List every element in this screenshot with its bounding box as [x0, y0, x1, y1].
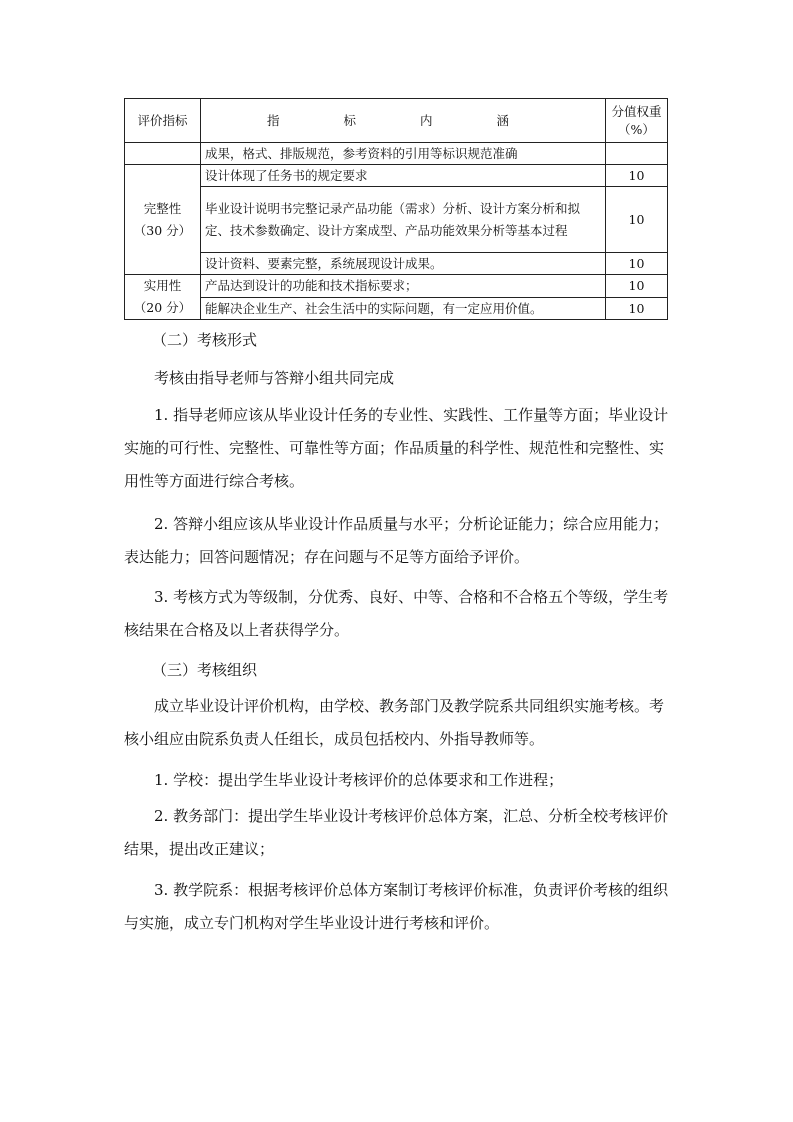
evaluation-table: [124, 98, 668, 320]
row-weight: [606, 143, 668, 165]
category-name: 实用性: [143, 278, 182, 293]
row-weight: 10: [606, 275, 668, 298]
row-weight: 10: [606, 297, 668, 320]
category-name: 完整性: [143, 200, 182, 216]
paragraph-org-intro: 成立毕业设计评价机构，由学校、教务部门及教学院系共同组织实施考核。考核小组应由院系负责人任组长，成员包括校内、外指导教师等。: [124, 697, 665, 748]
header-weight: [606, 99, 668, 143]
paragraph-org-item1: 1. 学校：提出学生毕业设计考核评价的总体要求和工作进程；: [154, 771, 564, 789]
paragraph-form-item3: 3. 考核方式为等级制，分优秀、良好、中等、合格和不合格五个等级，学生考核结果在合格及以上者获得学分。: [124, 588, 669, 639]
row-content: 成果，格式、排版规范，参考资料的引用等标识规范准确: [201, 143, 606, 165]
category-completeness: [125, 165, 201, 275]
table-row: [125, 253, 668, 275]
category-practicality: [125, 275, 201, 320]
row-weight: 10: [606, 187, 668, 253]
table-row: [125, 165, 668, 187]
paragraph-org-item2: 2. 教务部门：提出学生毕业设计考核评价总体方案，汇总、分析全校考核评价结果，提出改正建议；: [124, 807, 669, 858]
paragraph-form-intro: 考核由指导老师与答辩小组共同完成: [154, 369, 395, 387]
row-weight: 10: [606, 165, 668, 187]
table-row: [125, 143, 668, 165]
table-row: [125, 297, 668, 320]
section-heading-org: （三）考核组织: [152, 661, 258, 679]
table-row: [125, 275, 668, 298]
paragraph-form-item1: 1. 指导老师应该从毕业设计任务的专业性、实践性、工作量等方面；毕业设计实施的可行性、完整性、可靠性等方面；作品质量的科学性、规范性和完整性、实用性等方面进行综合考核。: [124, 406, 669, 490]
category-points: （30 分）: [133, 222, 192, 238]
section-heading-form: （二）考核形式: [152, 331, 258, 349]
row-content: 毕业设计说明书完整记录产品功能（需求）分析、设计方案分析和拟定、技术参数确定、设计方案成型、产品功能效果分析等基本过程: [201, 187, 606, 253]
header-weight-line2: （%）: [618, 121, 655, 137]
category-cell-empty: [125, 143, 201, 165]
row-content: 设计资料、要素完整，系统展现设计成果。: [201, 253, 606, 275]
paragraph-form-item2: 2. 答辩小组应该从毕业设计作品质量与水平；分析论证能力；综合应用能力；表达能力；回答问题情况；存在问题与不足等方面给予评价。: [124, 515, 669, 566]
table-header-row: [125, 99, 668, 143]
row-content: 产品达到设计的功能和技术指标要求；: [201, 275, 606, 298]
header-weight-line1: 分值权重: [611, 103, 662, 119]
table-row: [125, 187, 668, 253]
row-weight: 10: [606, 253, 668, 275]
header-indicator: 评价指标: [125, 99, 201, 143]
category-points: （20 分）: [133, 300, 192, 315]
paragraph-org-item3: 3. 教学院系：根据考核评价总体方案制订考核评价标准，负责评价考核的组织与实施，成立专门机构对学生毕业设计进行考核和评价。: [124, 881, 669, 932]
header-content: 指 标 内 涵: [201, 99, 606, 143]
row-content: 设计体现了任务书的规定要求: [201, 165, 606, 187]
row-content: 能解决企业生产、社会生活中的实际问题，有一定应用价值。: [201, 297, 606, 320]
